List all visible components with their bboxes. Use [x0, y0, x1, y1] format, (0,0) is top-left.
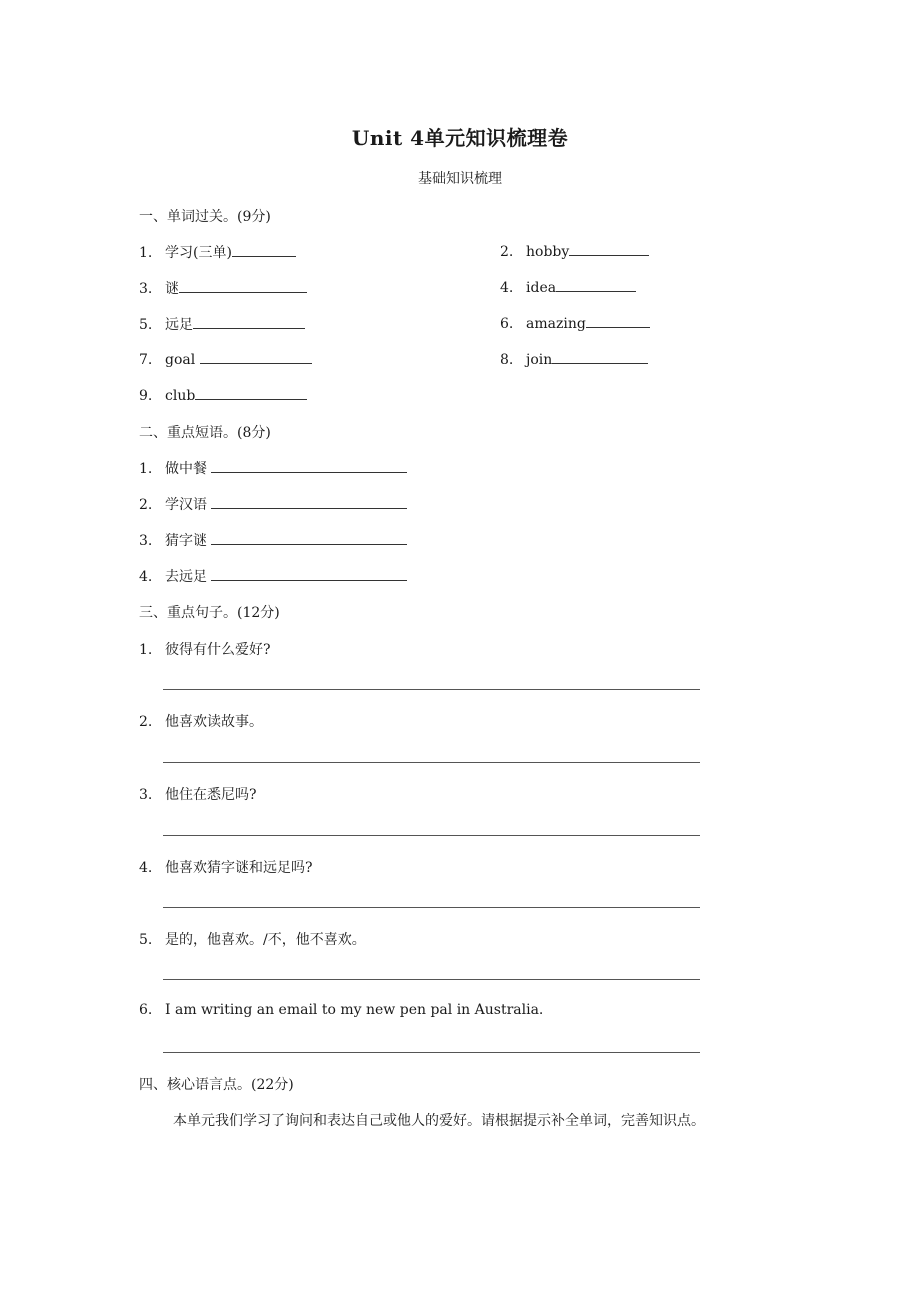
item-number: 7.: [139, 352, 153, 368]
item-number: 3.: [139, 787, 153, 803]
item-number: 9.: [139, 388, 153, 404]
word-item-2: [500, 242, 649, 260]
item-number: 5.: [139, 932, 153, 948]
answer-line-1[interactable]: [163, 689, 700, 690]
word-item-9: [139, 386, 307, 404]
phrase-item-2: [139, 494, 407, 514]
item-number: 1.: [139, 245, 153, 261]
answer-blank[interactable]: [193, 315, 305, 329]
item-number: 4.: [139, 569, 153, 585]
item-prompt: 他住在悉尼吗?: [165, 787, 257, 803]
word-item-6: [500, 314, 650, 332]
sentence-item-1: [139, 639, 271, 659]
section-2-heading: 二、重点短语。(8分): [139, 425, 271, 441]
sentence-item-2: [139, 711, 263, 731]
answer-blank[interactable]: [211, 567, 407, 581]
item-number: 2.: [500, 244, 514, 260]
item-number: 2.: [139, 714, 153, 730]
word-item-7: [139, 350, 312, 368]
item-number: 1.: [139, 461, 153, 477]
item-prompt: 去远足: [165, 569, 212, 585]
answer-blank[interactable]: [211, 495, 407, 509]
phrase-item-3: [139, 530, 407, 550]
answer-blank[interactable]: [211, 531, 407, 545]
item-number: 1.: [139, 642, 153, 658]
item-prompt: 谜: [165, 281, 179, 297]
item-number: 6.: [500, 316, 514, 332]
item-number: 6.: [139, 1002, 153, 1018]
sentence-item-3: [139, 784, 257, 804]
answer-blank[interactable]: [200, 350, 312, 364]
section-4-paragraph: 本单元我们学习了询问和表达自己或他人的爱好。请根据提示补全单词，完善知识点。: [173, 1113, 705, 1129]
item-prompt: 是的，他喜欢。/不，他不喜欢。: [165, 932, 366, 948]
item-number: 4.: [500, 280, 514, 296]
phrase-item-1: [139, 458, 407, 478]
item-number: 5.: [139, 317, 153, 333]
item-prompt: 他喜欢猜字谜和远足吗?: [165, 860, 313, 876]
answer-blank[interactable]: [211, 459, 407, 473]
answer-blank[interactable]: [179, 279, 307, 293]
section-1-heading: 一、单词过关。(9分): [139, 209, 271, 225]
answer-blank[interactable]: [195, 386, 307, 400]
answer-blank[interactable]: [552, 350, 648, 364]
answer-line-6[interactable]: [163, 1052, 700, 1053]
item-prompt: amazing: [526, 316, 586, 332]
item-prompt: hobby: [526, 244, 570, 260]
word-item-3: [139, 278, 307, 298]
answer-blank[interactable]: [569, 242, 649, 256]
answer-blank[interactable]: [232, 243, 296, 257]
item-number: 3.: [139, 533, 153, 549]
word-item-4: [500, 278, 636, 296]
answer-line-4[interactable]: [163, 907, 700, 908]
item-number: 8.: [500, 352, 514, 368]
item-prompt: 他喜欢读故事。: [165, 714, 263, 730]
sentence-item-4: [139, 857, 313, 877]
answer-line-5[interactable]: [163, 979, 700, 980]
answer-line-3[interactable]: [163, 835, 700, 836]
sentence-item-6: [139, 1002, 543, 1018]
page-title: Unit 4单元知识梳理卷: [351, 126, 569, 150]
answer-blank[interactable]: [556, 278, 636, 292]
page-subtitle: 基础知识梳理: [418, 171, 502, 187]
item-number: 3.: [139, 281, 153, 297]
item-number: 4.: [139, 860, 153, 876]
word-item-5: [139, 314, 305, 334]
answer-blank[interactable]: [586, 314, 650, 328]
item-prompt: 远足: [165, 317, 193, 333]
item-prompt: join: [526, 352, 553, 368]
item-number: 2.: [139, 497, 153, 513]
item-prompt: 彼得有什么爱好?: [165, 642, 271, 658]
item-prompt: 学汉语: [165, 497, 212, 513]
item-prompt: 做中餐: [165, 461, 212, 477]
phrase-item-4: [139, 566, 407, 586]
item-prompt: club: [165, 388, 196, 404]
word-item-1: [139, 242, 296, 262]
item-prompt: 学习(三单): [165, 245, 232, 261]
answer-line-2[interactable]: [163, 762, 700, 763]
word-item-8: [500, 350, 648, 368]
item-prompt: idea: [526, 280, 557, 296]
section-4-heading: 四、核心语言点。(22分): [139, 1077, 294, 1093]
item-prompt: 猜字谜: [165, 533, 212, 549]
item-prompt: goal: [165, 352, 200, 368]
section-3-heading: 三、重点句子。(12分): [139, 605, 280, 621]
sentence-item-5: [139, 929, 366, 949]
item-prompt: I am writing an email to my new pen pal in Australia.: [165, 1002, 544, 1018]
